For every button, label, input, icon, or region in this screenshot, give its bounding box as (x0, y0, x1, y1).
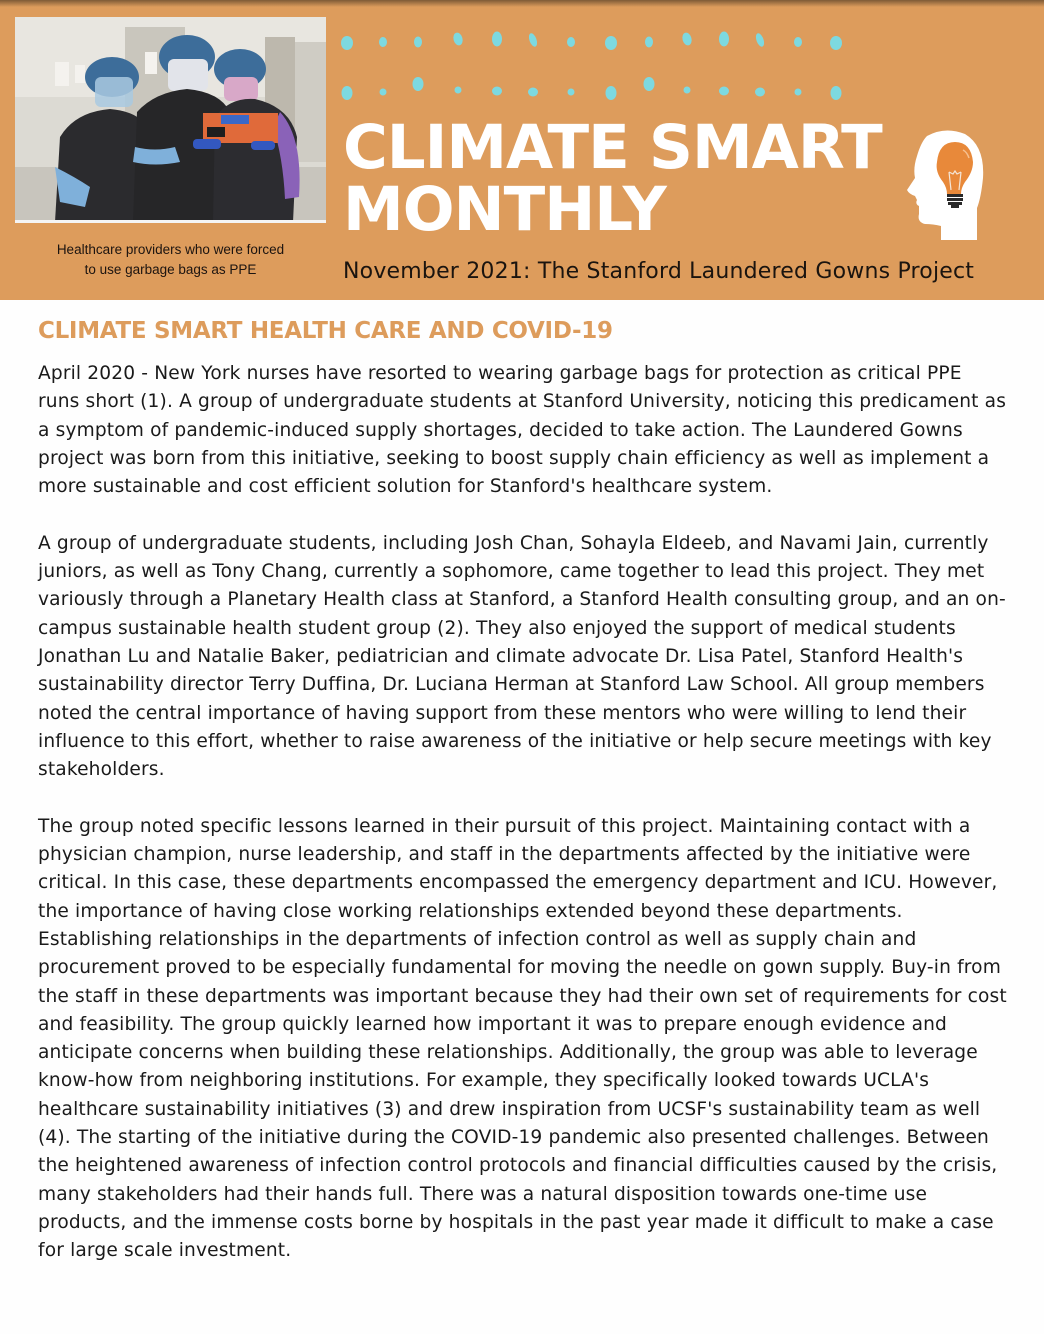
title-line-2: MONTHLY (343, 174, 666, 245)
photo-caption-line-1: Healthcare providers who were forced (56, 242, 285, 257)
photo-caption-line-2: to use garbage bags as PPE (84, 262, 257, 277)
paragraph-1: April 2020 - New York nurses have resorted to wearing garbage bags for protection as critical PPE runs short (1). A group of undergraduate students at Stanford University, noticing this predicament as a symptom of pandemic-induced supply shortages, decided to take action. The Laundered Gowns project was born from this initiative, seeking to boost supply chain efficiency as well as implement a more sustainable and cost efficient solution for Stanford's healthcare system. (38, 363, 1007, 498)
section-heading: CLIMATE SMART HEALTH CARE AND COVID-19 (38, 318, 613, 344)
paragraph-2: A group of undergraduate students, including Josh Chan, Sohayla Eldeeb, and Navami Jain, currently juniors, as well as Tony Chang, currently a sophomore, came together to lead this project. They met variously through a Planetary Health class at Stanford, a Stanford Health consulting group, and an on-campus sustainable health student group (2). They also enjoyed the support of medical students Jonathan Lu and Natalie Baker, pediatrician and climate advocate Dr. Lisa Patel, Stanford Health's sustainability director Terry Duffina, Dr. Luciana Herman at Stanford Law School. All group members noted the central importance of having support from these mentors who were willing to lend their influence to this effort, whether to raise awareness of the initiative or help secure meetings with key stakeholders. (38, 532, 1006, 781)
article-body (38, 360, 1008, 1294)
newsletter-banner (0, 0, 1044, 300)
head-lightbulb-icon (905, 128, 985, 240)
title-line-1: CLIMATE SMART (343, 112, 882, 183)
photo-caption (15, 240, 326, 280)
issue-subtitle: November 2021: The Stanford Laundered Gowns Project (343, 259, 975, 284)
newsletter-title (343, 112, 882, 245)
paragraph-3: The group noted specific lessons learned in their pursuit of this project. Maintaining contact with a physician champion, nurse leadership, and staff in the departments affected by the initiative were critical. In this case, these departments encompassed the emergency department and ICU. However, the importance of having close working relationships extended beyond these departments. Establishing relationships in the departments of infection control as well as supply chain and procurement proved to be especially fundamental for moving the needle on gown supply. Buy-in from the staff in these departments was important because they had their own set of requirements for cost and feasibility. The group quickly learned how important it was to prepare enough evidence and anticipate concerns when building these relationships. Additionally, the group was able to leverage know-how from neighboring institutions. For example, they specifically looked towards UCLA's healthcare sustainability initiatives (3) and drew inspiration from UCSF's sustainability team as well (4). The starting of the initiative during the COVID-19 pandemic also presented challenges. Between the heightened awareness of infection control protocols and financial difficulties caused by the crisis, many stakeholders had their hands full. There was a natural disposition towards one-time use products, and the immense costs borne by hospitals in the past year made it difficult to make a case for large scale investment. (38, 815, 1007, 1262)
ppe-photo (15, 17, 326, 223)
decorative-dots (330, 0, 1044, 110)
